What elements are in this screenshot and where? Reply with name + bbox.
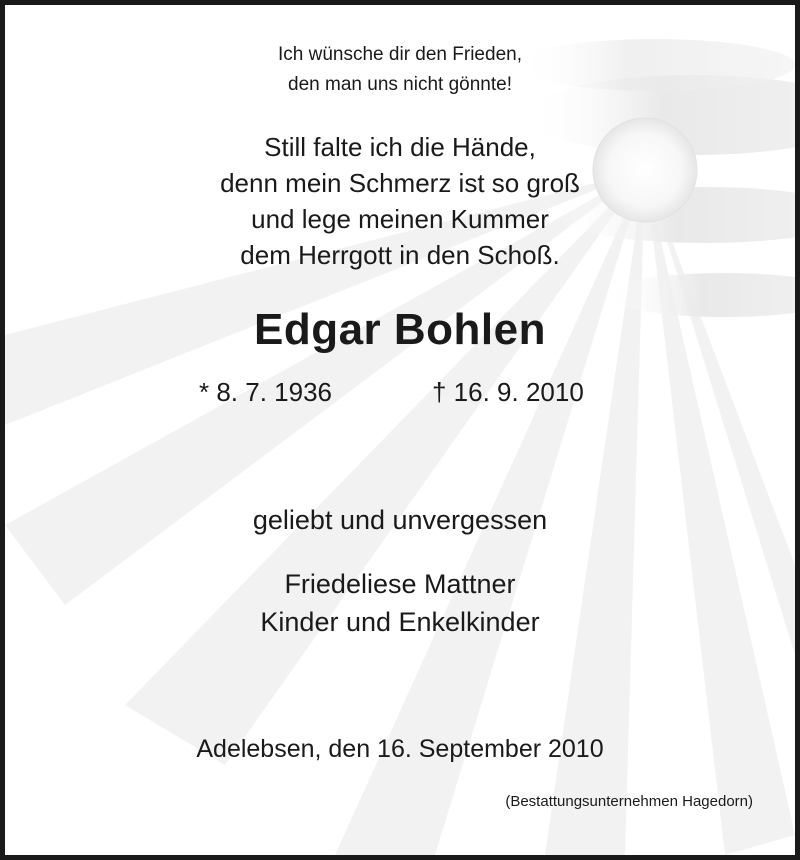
birth-date: * 8. 7. 1936 bbox=[199, 377, 332, 407]
place-and-date: Adelebsen, den 16. September 2010 bbox=[196, 735, 604, 763]
motto-line-1: Ich wünsche dir den Frieden, bbox=[278, 44, 522, 65]
tribute-text: geliebt und unvergessen bbox=[252, 505, 548, 535]
mourners-line-2: Kinder und Enkelkinder bbox=[260, 607, 540, 637]
verse-line-1: Still falte ich die Hände, bbox=[264, 132, 536, 162]
undertaker-credit: (Bestattungsunternehmen Hagedorn) bbox=[505, 793, 753, 810]
deceased-name: Edgar Bohlen bbox=[253, 305, 547, 354]
motto-line-2: den man uns nicht gönnte! bbox=[288, 74, 512, 95]
verse-line-2: denn mein Schmerz ist so groß bbox=[220, 168, 580, 198]
verse-line-4: dem Herrgott in den Schoß. bbox=[240, 240, 560, 270]
death-date: † 16. 9. 2010 bbox=[432, 377, 584, 407]
mourners-line-1: Friedeliese Mattner bbox=[284, 569, 516, 599]
notice-text bbox=[5, 5, 795, 855]
verse-line-3: und lege meinen Kummer bbox=[251, 204, 549, 234]
